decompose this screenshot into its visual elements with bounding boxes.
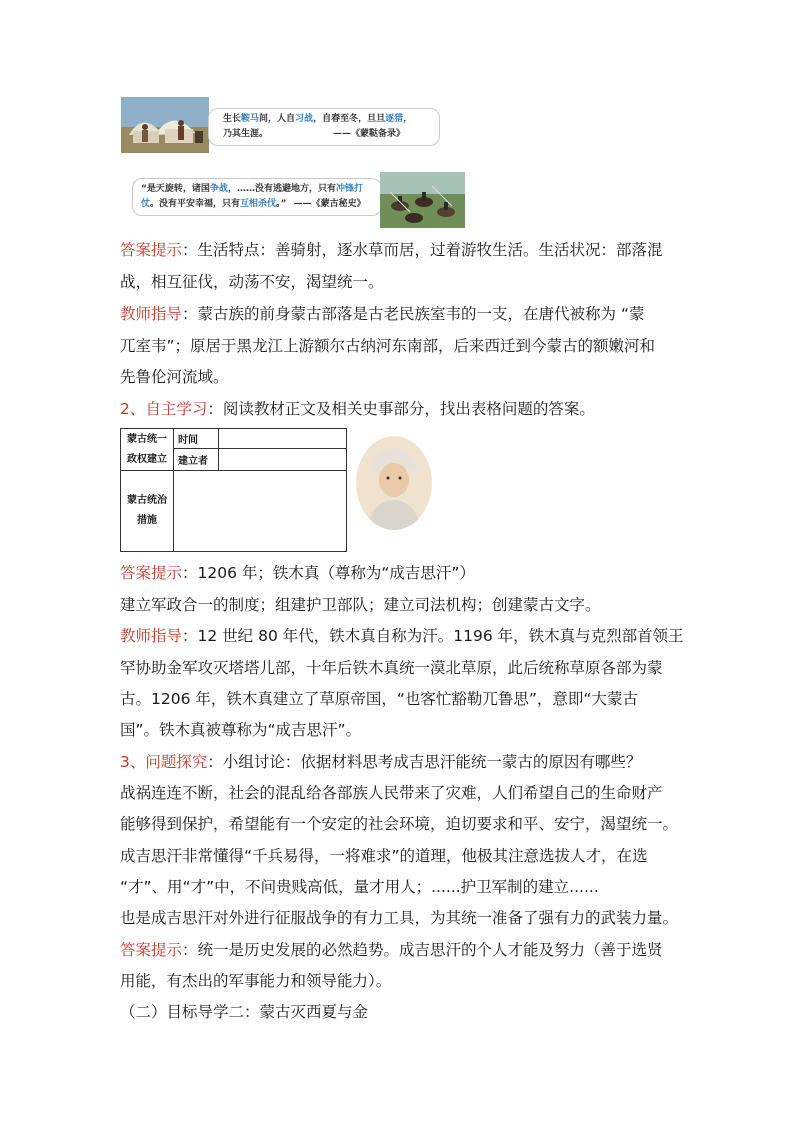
- text-line: 建立军政合一的制度；组建护卫部队；建立司法机构；创建蒙古文字。: [120, 596, 601, 614]
- mongol-camp-image: [121, 97, 209, 153]
- answer-hint-2: 答案提示：1206 年；铁木真（尊称为“成吉思汗”）: [120, 564, 475, 582]
- genghis-khan-portrait: [356, 436, 432, 530]
- text-line: “才”、用“才”中，不问贵贱高低，量才用人；......护卫军制的建立......: [120, 878, 599, 896]
- text-line: 先鲁伦河流域。: [120, 368, 229, 386]
- self-study-heading: 2、自主学习：阅读教材正文及相关史事部分，找出表格问题的答案。: [120, 400, 595, 418]
- text-line: 能够得到保护，希望能有一个安定的社会环境，迫切要求和平、安宁，渴望统一。: [120, 815, 679, 833]
- text-line: 战祸连连不断，社会的混乱给各部族人民带来了灾难，人们希望自己的生命财产: [120, 784, 663, 802]
- teacher-guide-1: 教师指导：蒙古族的前身蒙古部落是古老民族室韦的一支，在唐代被称为 “蒙: [120, 305, 645, 323]
- section-heading: （二）目标导学二：蒙古灭西夏与金: [120, 1003, 369, 1021]
- teacher-guide-2: 教师指导：12 世纪 80 年代，铁木真自称为汗。1196 年，铁木真与克烈部首领王: [120, 627, 684, 645]
- table-label-time: 时间: [174, 429, 219, 449]
- text-line: 也是成吉思汗对外进行征服战争的有力工具，为其统一准备了强有力的武装力量。: [120, 909, 679, 927]
- text-line: 用能，有杰出的军事能力和领导能力）。: [120, 972, 392, 990]
- inquiry-heading: 3、问题探究：小组讨论：依据材料思考成吉思汗能统一蒙古的原因有哪些？: [120, 753, 642, 771]
- text-line: 兀室韦”；原居于黑龙江上游额尔古纳河东南部，后来西迁到今蒙古的额嫩河和: [120, 337, 656, 355]
- quote2-source: ——《蒙古秘史》: [293, 199, 366, 209]
- cavalry-battle-image: [380, 172, 465, 228]
- text-line: 战，相互征伐，动荡不安，渴望统一。: [120, 273, 384, 291]
- quote1-text: 生长鞍马间，人自习战，自春至冬，旦旦逐猎，: [223, 114, 413, 124]
- text-line: 成吉思汗非常懂得“千兵易得，一将难求”的道理，他极其注意选拔人才，在选: [120, 847, 648, 865]
- table-head-establish: 蒙古统一政权建立: [121, 429, 174, 471]
- answer-hint-3: 答案提示：统一是历史发展的必然趋势。成吉思汗的个人才能及努力（善于选贤: [120, 941, 663, 959]
- answer-hint-1: 答案提示：生活特点：善骑射，逐水草而居，过着游牧生活。生活状况：部落混: [120, 241, 663, 259]
- quote-box-1: [208, 108, 440, 146]
- text-line: 国”。铁木真被尊称为“成吉思汗”。: [120, 721, 362, 739]
- table-cell-time: [219, 429, 347, 449]
- table-label-founder: 建立者: [174, 449, 219, 471]
- quote1-line2: 乃其生涯。: [223, 129, 269, 139]
- table-cell-founder: [219, 449, 347, 471]
- text-line: 罕协助金军攻灭塔塔儿部，十年后铁木真统一漠北草原，此后统称草原各部为蒙: [120, 659, 663, 677]
- table-head-measures: 蒙古统治措施: [121, 471, 174, 552]
- table-cell-measures: [174, 471, 347, 552]
- quote-box-2: “是天旋转，诸国争战，……没有逃避地方，只有冲锋打 仗。没有平安幸福，只有互相杀伐。” ——《蒙古秘史》: [132, 178, 382, 216]
- text-line: 古。1206 年，铁木真建立了草原帝国，“也客忙豁勒兀鲁思”，意即“大蒙古: [120, 690, 638, 708]
- quote1-source: ——《蒙鞑备录》: [333, 129, 406, 139]
- question-table: [120, 428, 347, 552]
